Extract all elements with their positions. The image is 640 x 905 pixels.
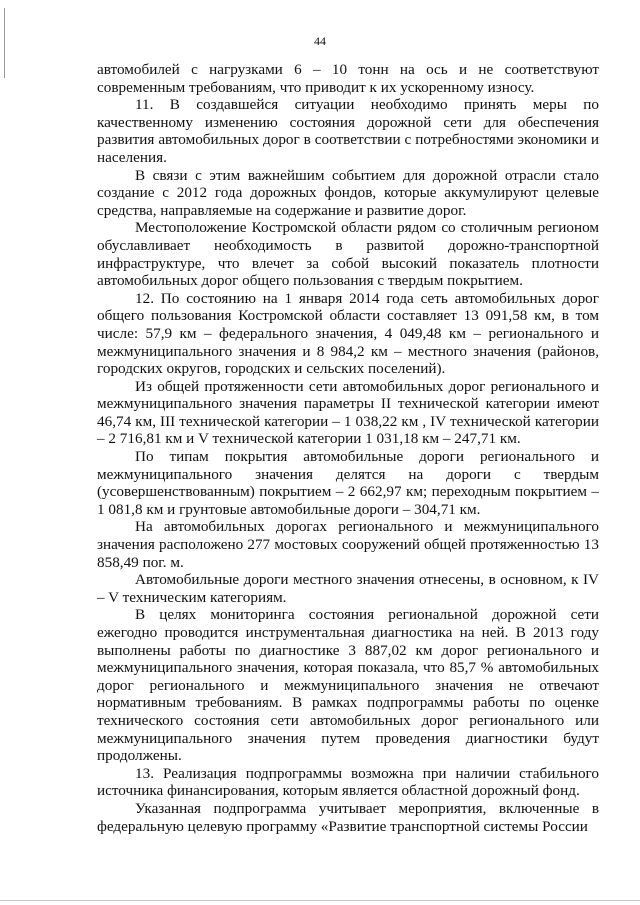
paragraph-road-funds: В связи с этим важнейшим событием для дорожной отрасли стало создание с 2012 года дорожных фондов, которые аккумулируют целевые средства, направляемые на содержание и развитие дорог. [97,166,599,219]
paragraph-surface-types: По типам покрытия автомобильные дороги регионального и межмуниципального значения делятся на дороги с твердым (усовершенствованным) покрытием – 2 662,97 км; переходным покрытием – 1 081,8 км и грунтовые автомобильные дороги – 304,71 км. [97,448,599,518]
paragraph-bridges: На автомобильных дорогах регионального и межмуниципального значения расположено 277 мостовых сооружений общей протяженностью 13 858,49 пог. м. [97,518,599,571]
paragraph-local-roads: Автомобильные дороги местного значения отнесены, в основном, к IV – V техническим категориям. [97,571,599,606]
paragraph-11: 11. В создавшейся ситуации необходимо принять меры по качественному изменению состояния дорожной сети для обеспечения развития автомобильных дорог в соответствии с потребностями экономики и населения. [97,96,599,166]
paragraph-continuation: автомобилей с нагрузками 6 – 10 тонн на ось и не соответствуют современным требованиям, что приводит к их ускоренному износу. [97,61,599,96]
paragraph-location: Местоположение Костромской области рядом со столичным регионом обуславливает необходимость в развитой дорожно-транспортной инфраструктуре, что влечет за собой высокий показатель плотности автомобильных дорог общего пользования с твердым покрытием. [97,219,599,290]
scan-edge-bottom [0,900,640,901]
paragraph-technical-categories: Из общей протяженности сети автомобильных дорог регионального и межмуниципального значения параметры II технической категории имеют 46,74 км, III технической категории – 1 038,22 км , IV технической категории – 2 716,81 км и V технической категории 1 031,18 км – 247,71 км. [97,377,599,448]
document-body [97,61,599,835]
paragraph-12: 12. По состоянию на 1 января 2014 года сеть автомобильных дорог общего пользования Костромской области составляет 13 091,58 км, в том числе: 57,9 км – федерального значения, 4 049,48 км – регионального и межмуниципального значения и 8 984,2 км – местного значения (районов, городских округов, городских и сельских поселений). [97,289,599,378]
page-number: 44 [314,34,326,48]
paragraph-federal-program: Указанная подпрограмма учитывает мероприятия, включенные в федеральную целевую программу «Развитие транспортной системы России [97,799,599,835]
paragraph-13: 13. Реализация подпрограммы возможна при наличии стабильного источника финансирования, которым является областной дорожный фонд. [97,764,599,800]
paragraph-diagnostics: В целях мониторинга состояния региональной дорожной сети ежегодно проводится инструментальная диагностика на ней. В 2013 году выполнены работы по диагностике 3 887,02 км дорог регионального и межмуниципального значения, которая показала, что 85,7 % автомобильных дорог регионального и межмуниципального значения не отвечают нормативным требованиям. В рамках подпрограммы работы по оценке технического состояния сети автомобильных дорог регионального или межмуниципального значения путем проведения диагностики будут продолжены. [97,606,599,765]
